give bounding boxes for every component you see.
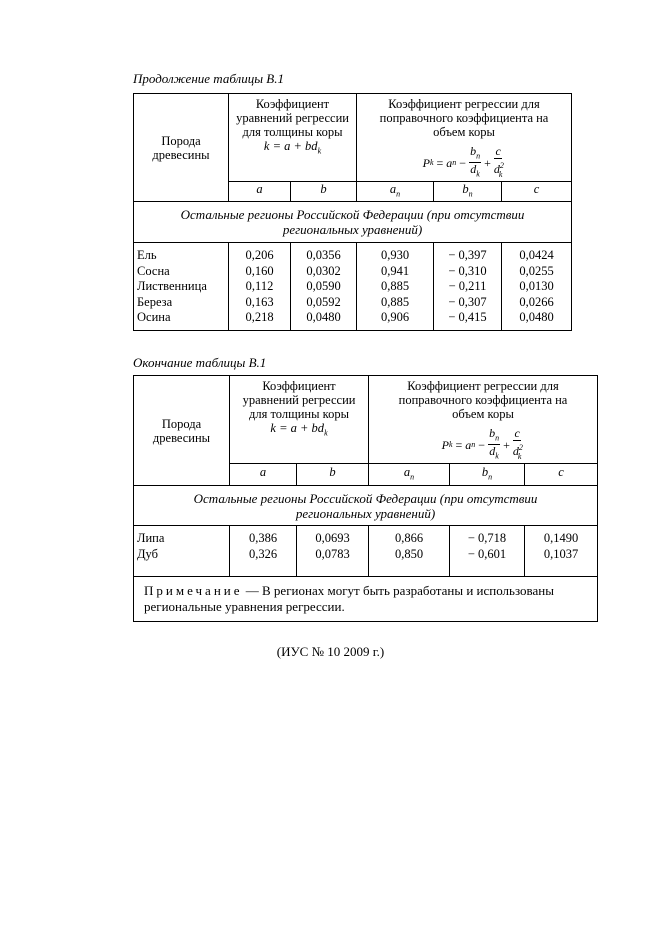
value-bn: − 0,397 xyxy=(448,248,487,263)
column-header xyxy=(450,464,525,486)
value-bn: − 0,307 xyxy=(448,294,487,309)
column-label: c xyxy=(533,181,540,196)
column-label-sub: n xyxy=(488,472,493,482)
formula-c-fraction xyxy=(513,427,522,462)
formula-eq: = xyxy=(436,155,444,170)
species-name: Осина xyxy=(137,310,171,325)
species-name: Дуб xyxy=(137,546,158,561)
table-note xyxy=(134,577,598,622)
value-a: 0,218 xyxy=(245,310,274,325)
formula-b-den-sub: k xyxy=(495,451,499,461)
section-title xyxy=(134,202,572,243)
formula-b-den: d xyxy=(470,162,477,177)
value-b: 0,0783 xyxy=(315,546,350,561)
table2-caption: Окончание таблицы В.1 xyxy=(133,355,267,370)
value-an: 0,850 xyxy=(394,546,424,561)
species-header xyxy=(134,94,229,202)
correction-header-line: поправочного коэффициента на xyxy=(379,111,549,125)
section-title xyxy=(134,486,598,526)
table1-regression-table xyxy=(133,93,572,331)
formula-c-den-sub: k xyxy=(498,169,503,179)
coef-formula xyxy=(229,139,356,159)
formula-a-sub: n xyxy=(471,439,476,449)
correction-header xyxy=(369,376,598,464)
section-title-line: Остальные регионы Российской Федерации (при отсутствии xyxy=(193,490,538,506)
correction-header-line: Коэффициент регрессии для xyxy=(388,97,540,111)
value-an: 0,930 xyxy=(380,248,410,263)
species-name: Ель xyxy=(137,248,157,263)
value-c: 0,0130 xyxy=(519,279,554,294)
correction-header-line: Коэффициент регрессии для xyxy=(407,379,559,393)
formula-c-fraction xyxy=(494,145,503,180)
note-text: — В регионах могут быть разработаны и использованы региональные уравнения регрессии. xyxy=(144,583,554,614)
correction-formula xyxy=(423,145,506,181)
formula-a: a xyxy=(465,437,472,452)
column-values-bn xyxy=(434,243,502,331)
coef-header-line: Коэффициент xyxy=(262,379,336,393)
formula-b-fraction xyxy=(469,145,481,181)
formula-a-sub: n xyxy=(452,157,457,167)
column-label: a xyxy=(403,464,411,479)
value-bn: − 0,601 xyxy=(467,546,507,561)
formula-lhs: P xyxy=(422,155,430,170)
species-name: Липа xyxy=(137,531,165,545)
value-bn: − 0,310 xyxy=(448,263,487,278)
formula-lhs-sub: k xyxy=(448,439,453,449)
value-an: 0,885 xyxy=(380,294,410,309)
value-c: 0,0266 xyxy=(519,294,554,309)
formula-b-num-sub: n xyxy=(495,433,500,443)
column-header xyxy=(369,464,450,486)
coef-header xyxy=(229,94,357,182)
species-header-line: древесины xyxy=(152,147,210,162)
column-values-an xyxy=(369,526,450,577)
species-header xyxy=(134,376,230,486)
formula-b-den: d xyxy=(489,444,496,459)
column-label: b xyxy=(462,181,469,196)
column-values-species xyxy=(134,243,229,331)
formula-lhs: P xyxy=(441,437,449,452)
formula-eq: = xyxy=(455,437,463,452)
column-values-bn xyxy=(450,526,525,577)
species-name: Сосна xyxy=(137,263,170,278)
footer-change-notice: (ИУС № 10 2009 г.) xyxy=(276,644,385,659)
column-label-sub: n xyxy=(396,189,401,199)
column-header xyxy=(291,181,357,202)
column-label: b xyxy=(320,181,327,196)
formula-plus: + xyxy=(484,155,491,170)
section-title-line: региональных уравнений) xyxy=(282,222,423,238)
correction-header-line: поправочного коэффициента на xyxy=(398,393,568,407)
coef-header-line: уравнений регрессии xyxy=(242,393,356,407)
species-header-line: Порода xyxy=(161,133,201,148)
column-label: b xyxy=(329,464,336,479)
value-b: 0,0693 xyxy=(315,531,350,545)
coef-formula-sub: k xyxy=(324,428,328,438)
formula-b-num: b xyxy=(470,144,477,158)
value-b: 0,0480 xyxy=(306,310,341,325)
coef-formula-text: k = a + bd xyxy=(270,421,325,435)
value-a: 0,206 xyxy=(245,248,274,263)
value-b: 0,0302 xyxy=(306,263,341,278)
column-header xyxy=(357,181,434,202)
formula-c-den-sup: 2 xyxy=(518,443,523,453)
column-label: c xyxy=(558,464,564,479)
column-label: a xyxy=(389,181,397,196)
column-values-c xyxy=(525,526,598,577)
coef-header-line: для толщины коры xyxy=(249,407,349,421)
formula-c-num: c xyxy=(514,426,520,441)
formula-c-den: d xyxy=(512,444,519,459)
coef-header xyxy=(230,376,369,464)
column-label: a xyxy=(256,181,263,196)
formula-b-den-sub: k xyxy=(476,169,480,179)
note-label: Примечание xyxy=(144,583,243,598)
coef-formula-text: k = a + bd xyxy=(263,139,318,153)
coef-formula xyxy=(230,421,368,441)
section-title-line: региональных уравнений) xyxy=(295,505,436,521)
value-b: 0,0590 xyxy=(306,279,341,294)
formula-plus: + xyxy=(503,437,510,452)
formula-lhs-sub: k xyxy=(429,157,434,167)
formula-minus: − xyxy=(459,155,467,170)
value-a: 0,163 xyxy=(245,294,274,309)
value-c: 0,0480 xyxy=(519,310,554,325)
value-an: 0,885 xyxy=(380,279,410,294)
column-values-species xyxy=(134,526,230,577)
column-values-an xyxy=(357,243,434,331)
value-c: 0,0424 xyxy=(519,248,554,263)
column-values-a xyxy=(230,526,297,577)
column-label-sub: n xyxy=(410,472,415,482)
value-a: 0,386 xyxy=(248,531,278,545)
species-header-line: Порода xyxy=(161,416,202,431)
table1-caption: Продолжение таблицы В.1 xyxy=(133,71,284,86)
formula-b-num-sub: n xyxy=(476,151,481,161)
column-values-c xyxy=(502,243,572,331)
coef-header-line: Коэффициент xyxy=(255,97,330,111)
table2-regression-table xyxy=(133,375,598,622)
value-c: 0,1490 xyxy=(543,531,579,545)
formula-b-num: b xyxy=(489,426,496,440)
species-header-line: древесины xyxy=(152,430,211,445)
value-a: 0,160 xyxy=(245,263,274,278)
species-name: Лиственница xyxy=(137,279,207,294)
value-a: 0,326 xyxy=(248,546,278,561)
column-label: b xyxy=(481,464,489,479)
section-title-line: Остальные регионы Российской Федерации (при отсутствии xyxy=(180,207,525,223)
formula-c-den-sup: 2 xyxy=(499,161,504,171)
value-b: 0,0356 xyxy=(306,248,341,263)
column-label: a xyxy=(259,464,267,479)
value-an: 0,866 xyxy=(394,531,424,545)
column-header xyxy=(525,464,598,486)
value-a: 0,112 xyxy=(245,279,274,294)
column-header xyxy=(229,181,291,202)
value-an: 0,906 xyxy=(380,310,410,325)
value-an: 0,941 xyxy=(380,263,410,278)
correction-header xyxy=(357,94,572,182)
value-bn: − 0,718 xyxy=(467,531,507,545)
column-values-b xyxy=(297,526,369,577)
value-bn: − 0,415 xyxy=(448,310,487,325)
column-values-b xyxy=(291,243,357,331)
value-b: 0,0592 xyxy=(306,294,341,309)
column-header xyxy=(434,181,502,202)
correction-header-line: объем коры xyxy=(452,407,514,421)
formula-c-num: c xyxy=(495,144,501,159)
species-name: Береза xyxy=(137,294,173,309)
formula-c-den-sub: k xyxy=(517,451,522,461)
coef-formula-sub: k xyxy=(317,146,322,156)
value-c: 0,0255 xyxy=(519,263,554,278)
coef-header-line: для толщины коры xyxy=(242,125,343,139)
value-bn: − 0,211 xyxy=(448,279,487,294)
column-values-a xyxy=(229,243,291,331)
correction-formula xyxy=(442,427,525,463)
column-header xyxy=(297,464,369,486)
column-header xyxy=(230,464,297,486)
correction-header-line: объем коры xyxy=(433,125,495,139)
formula-b-fraction xyxy=(488,427,500,463)
formula-a: a xyxy=(446,155,453,170)
value-c: 0,1037 xyxy=(543,546,579,561)
formula-minus: − xyxy=(478,437,486,452)
column-label-sub: n xyxy=(468,189,473,199)
column-header xyxy=(502,181,572,202)
formula-c-den: d xyxy=(493,162,500,177)
coef-header-line: уравнений регрессии xyxy=(236,111,349,125)
